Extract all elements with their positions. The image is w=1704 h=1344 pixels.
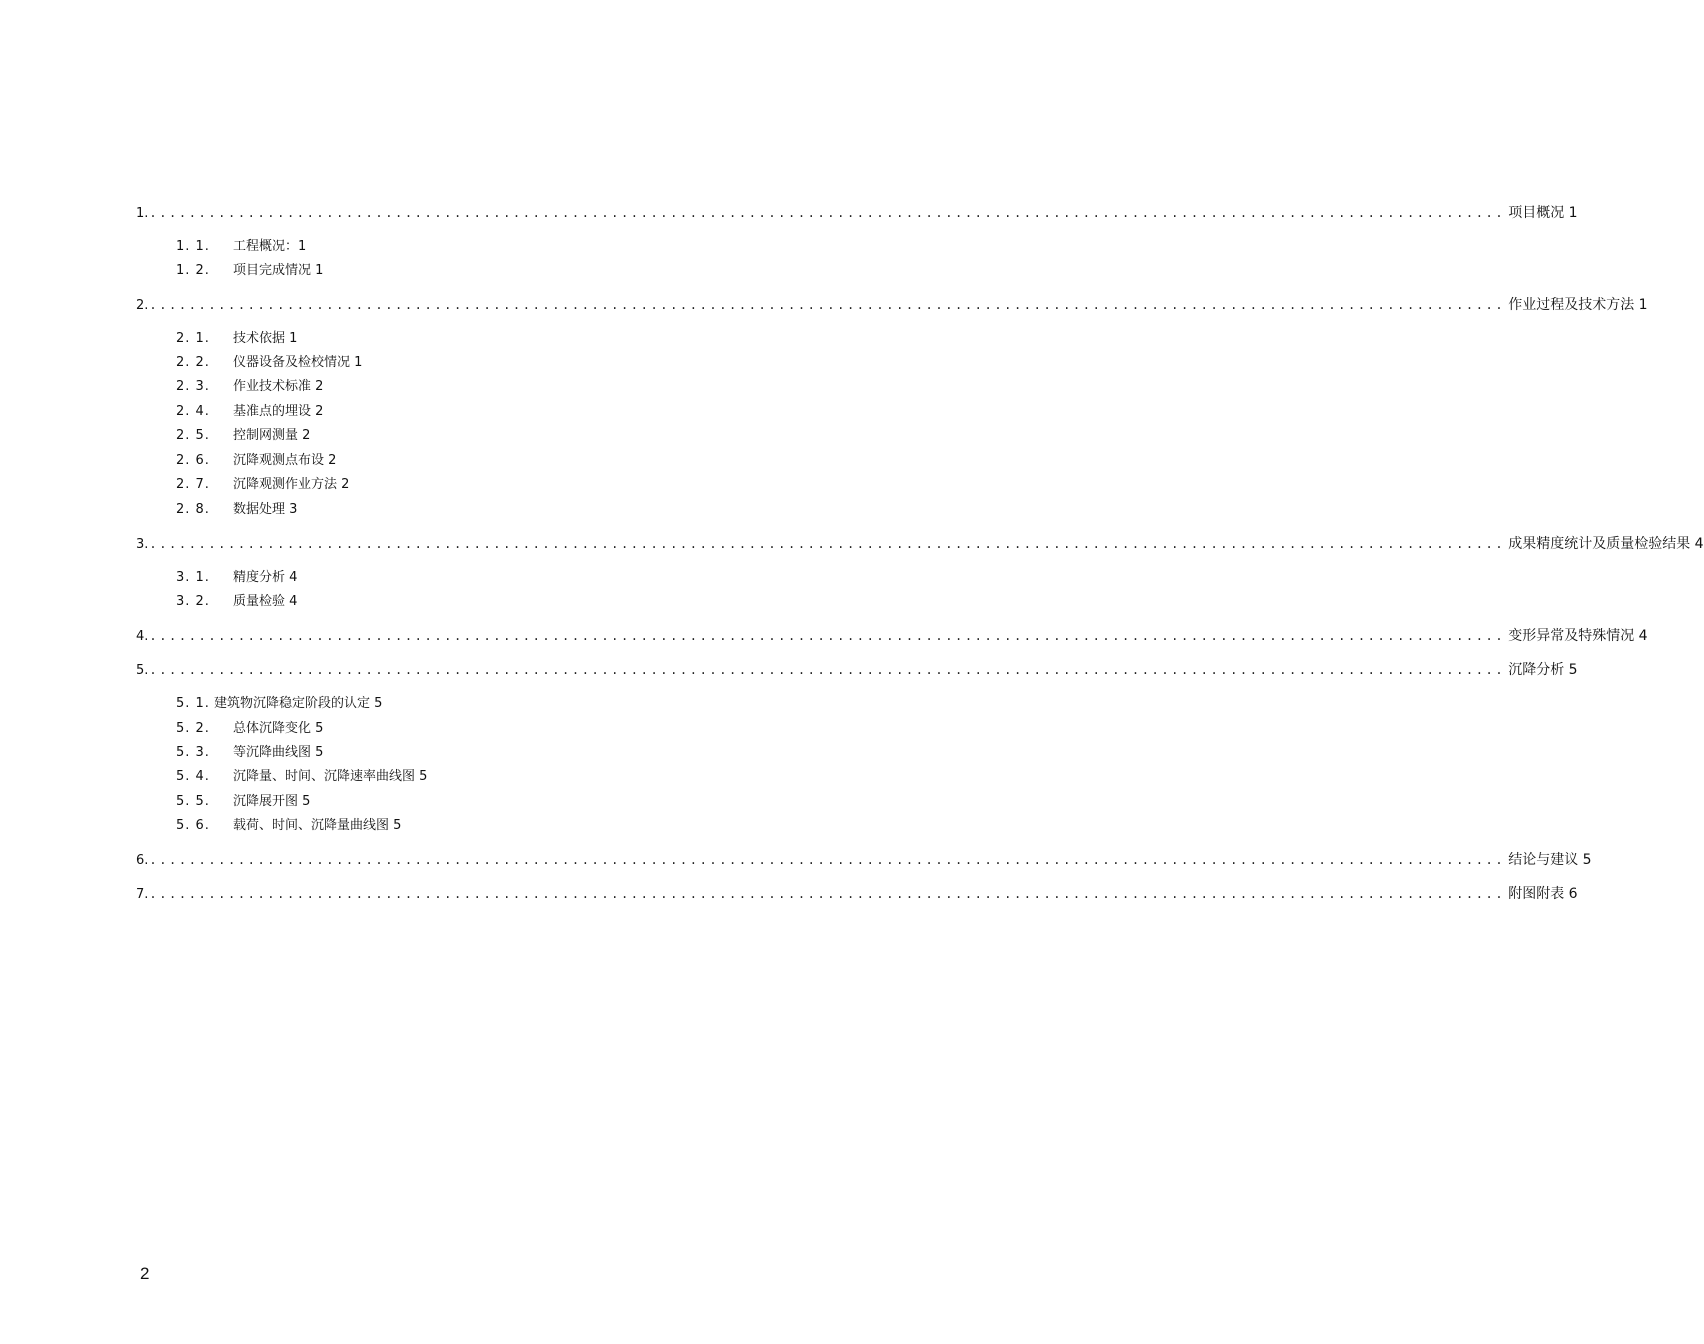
toc-number: 2. 7.	[176, 477, 210, 492]
toc-number: 5.	[136, 663, 149, 678]
dot-leader: ..........................................................................................................................................	[149, 206, 1506, 220]
toc-entry-4[interactable]	[136, 625, 1648, 647]
toc-title: 项目完成情况 1	[233, 263, 324, 278]
toc-title: 附图附表 6	[1508, 886, 1578, 902]
toc-title: 总体沉降变化 5	[233, 721, 324, 736]
toc-number: 2. 5.	[176, 428, 210, 443]
toc-title: 控制网测量 2	[233, 428, 311, 443]
toc-title: 沉降量、时间、沉降速率曲线图 5	[233, 769, 428, 784]
dot-leader: ..........................................................................................................................................	[149, 663, 1506, 677]
toc-number: 1. 2.	[176, 263, 210, 278]
toc-title: 作业技术标准 2	[233, 379, 324, 394]
toc-number: 5. 4.	[176, 769, 210, 784]
toc-entry-3-1[interactable]	[176, 567, 297, 589]
toc-number: 3. 1.	[176, 570, 210, 585]
toc-number: 2. 4.	[176, 404, 210, 419]
toc-entry-5-2[interactable]	[176, 718, 323, 740]
dot-leader: ..........................................................................................................................................	[149, 537, 1506, 551]
dot-leader: ..........................................................................................................................................	[149, 629, 1506, 643]
toc-title: 沉降观测作业方法 2	[233, 477, 350, 492]
toc-title: 建筑物沉降稳定阶段的认定 5	[213, 696, 383, 711]
toc-title: 项目概况 1	[1508, 205, 1578, 221]
toc-title: 精度分析 4	[233, 570, 298, 585]
toc-entry-5-5[interactable]	[176, 791, 310, 813]
toc-number: 6.	[136, 853, 149, 868]
toc-number: 5. 2.	[176, 721, 210, 736]
toc-entry-1-1[interactable]	[176, 236, 306, 258]
toc-number: 5. 6.	[176, 818, 210, 833]
toc-title: 沉降分析 5	[1508, 662, 1578, 678]
toc-number: 1. 1.	[176, 239, 210, 254]
toc-title: 结论与建议 5	[1508, 852, 1592, 868]
toc-title: 成果精度统计及质量检验结果 4	[1508, 536, 1704, 552]
toc-title: 技术依据 1	[233, 331, 298, 346]
toc-title: 作业过程及技术方法 1	[1508, 297, 1648, 313]
toc-entry-2-3[interactable]	[176, 376, 323, 398]
toc-number: 3. 2.	[176, 594, 210, 609]
toc-entry-2[interactable]	[136, 294, 1648, 316]
toc-title: 工程概况：1	[233, 239, 307, 254]
page-number: 2	[140, 1264, 150, 1283]
toc-title: 沉降展开图 5	[233, 794, 311, 809]
toc-title: 变形异常及特殊情况 4	[1508, 628, 1648, 644]
toc-entry-2-6[interactable]	[176, 450, 336, 472]
toc-title: 数据处理 3	[233, 502, 298, 517]
toc-title: 质量检验 4	[233, 594, 298, 609]
toc-title: 沉降观测点布设 2	[233, 453, 337, 468]
toc-number: 2. 3.	[176, 379, 210, 394]
dot-leader: ..........................................................................................................................................	[149, 298, 1506, 312]
toc-number: 2. 6.	[176, 453, 210, 468]
toc-title: 基准点的埋设 2	[233, 404, 324, 419]
toc-number: 1.	[136, 206, 149, 221]
toc-number: 2. 8.	[176, 502, 210, 517]
toc-entry-5-1[interactable]	[176, 693, 382, 715]
toc-entry-2-7[interactable]	[176, 474, 349, 496]
toc-entry-5-6[interactable]	[176, 815, 401, 837]
toc-number: 5. 3.	[176, 745, 210, 760]
toc-entry-3-2[interactable]	[176, 591, 297, 613]
toc-entry-5-4[interactable]	[176, 766, 427, 788]
toc-entry-2-1[interactable]	[176, 328, 297, 350]
toc-number: 2. 2.	[176, 355, 210, 370]
toc-title: 载荷、时间、沉降量曲线图 5	[233, 818, 402, 833]
toc-entry-5[interactable]	[136, 659, 1578, 681]
toc-entry-2-2[interactable]	[176, 352, 362, 374]
toc-entry-1[interactable]	[136, 202, 1578, 224]
toc-number: 7.	[136, 887, 149, 902]
toc-entry-1-2[interactable]	[176, 260, 323, 282]
toc-entry-2-4[interactable]	[176, 401, 323, 423]
toc-number: 2.	[136, 298, 149, 313]
toc-title: 等沉降曲线图 5	[233, 745, 324, 760]
toc-entry-3[interactable]	[136, 533, 1704, 555]
toc-number: 2. 1.	[176, 331, 210, 346]
toc-entry-7[interactable]	[136, 883, 1578, 905]
toc-number: 5. 1.	[176, 696, 210, 711]
toc-number: 4.	[136, 629, 149, 644]
toc-number: 5. 5.	[176, 794, 210, 809]
toc-entry-5-3[interactable]	[176, 742, 323, 764]
toc-entry-2-8[interactable]	[176, 499, 297, 521]
toc-title: 仪器设备及检校情况 1	[233, 355, 363, 370]
dot-leader: ..........................................................................................................................................	[149, 853, 1506, 867]
toc-entry-2-5[interactable]	[176, 425, 310, 447]
dot-leader: ..........................................................................................................................................	[149, 887, 1506, 901]
toc-entry-6[interactable]	[136, 849, 1592, 871]
toc-number: 3.	[136, 537, 149, 552]
